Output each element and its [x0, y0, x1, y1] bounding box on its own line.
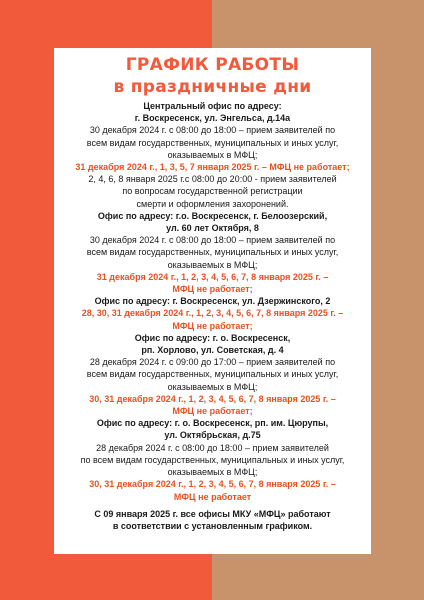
footer-line-2: в соответствии с установленным графиком. [112, 521, 313, 531]
schedule-line: 30 декабря 2024 г. с 08:00 до 18:00 – прием заявителей по [89, 235, 336, 246]
closed-days-line: МФЦ не работает; [172, 406, 253, 417]
schedule-line: по вопросам государственной регистрации [122, 186, 303, 197]
schedule-line: всем видам государственных, муниципальных и иных услуг, [86, 247, 339, 258]
closed-days-line: МФЦ не работает; [172, 284, 253, 295]
schedule-line: 30 декабря 2024 г. с 08:00 до 18:00 – прием заявителей по [89, 125, 336, 136]
office-address-line: ул. Октябрьская, д.75 [164, 430, 261, 441]
office-address-line: Офис по адресу: г. о. Воскресенск, [134, 332, 291, 343]
schedule-line: оказываемых в МФЦ; [167, 467, 258, 478]
schedule-line: оказываемых в МФЦ; [167, 381, 258, 392]
office-address-line: Офис по адресу: г. Воскресенск, ул. Дзержинского, 2 [94, 296, 331, 307]
schedule-line: всем видам государственных, муниципальных и иных услуг, [86, 369, 339, 380]
footer-line-1: С 09 января 2025 г. все офисы МКУ «МФЦ» работают [94, 509, 331, 519]
schedule-sheet [54, 48, 371, 554]
title-line-2: в праздничные дни [113, 77, 312, 97]
closed-days-line: 30, 31 декабря 2024 г., 1, 2, 3, 4, 5, 6, 7, 8 января 2025 г. – [89, 393, 336, 404]
schedule-line: 28 декабря 2024 г. с 08:00 до 18:00 – прием заявителей [96, 442, 329, 453]
schedule-line: 2, 4, 6, 8 января 2025 г.с 08:00 до 20:00 - прием заявителей [88, 174, 337, 185]
schedule-line: всем видам государственных, муниципальных и иных услуг, [86, 137, 339, 148]
closed-days-line: МФЦ не работает; [172, 320, 253, 331]
closed-days-line: 28, 30, 31 декабря 2024 г., 1, 2, 3, 4, 5, 6, 7, 8 января 2025 г. – [81, 308, 344, 319]
title-line-1: ГРАФИК РАБОТЫ [125, 55, 300, 75]
office-address-line: ул. 60 лет Октября, 8 [166, 223, 259, 234]
schedule-line: оказываемых в МФЦ; [167, 259, 258, 270]
closed-days-line: 31 декабря 2024 г., 1, 2, 3, 4, 5, 6, 7, 8 января 2025 г. – [96, 271, 329, 282]
schedule-line: оказываемых в МФЦ; [167, 149, 258, 160]
closed-days-line: 31 декабря 2024 г., 1, 3, 5, 7 января 2025 г. – МФЦ не работает; [75, 162, 350, 173]
closed-days-line: 30, 31 декабря 2024 г., 1, 2, 3, 4, 5, 6, 7, 8 января 2025 г. – [89, 479, 336, 490]
schedule-line: смерти и оформления захоронений. [136, 198, 289, 209]
office-address-line: Офис по адресу: г. о. Воскресенск, рп. им. Цюрупы, [96, 418, 329, 429]
schedule-line: по всем видам государственных, муниципальных и иных услуг, [80, 454, 345, 465]
footer-note [64, 508, 361, 532]
office-address-line: Офис по адресу: г.о. Воскресенск, г. Белоозерский, [97, 210, 328, 221]
closed-days-line: МФЦ не работает [173, 491, 252, 502]
office-address-line: рп. Хорлово, ул. Советская, д. 4 [141, 345, 284, 356]
office-address-line: г. Воскресенск, ул. Энгельса, д.14а [134, 113, 291, 124]
schedule-line: 28 декабря 2024 г. с 09:00 до 17:00 – прием заявителей по [89, 357, 336, 368]
schedule-body [64, 100, 361, 503]
office-address-line: Центральный офис по адресу: [143, 101, 282, 111]
